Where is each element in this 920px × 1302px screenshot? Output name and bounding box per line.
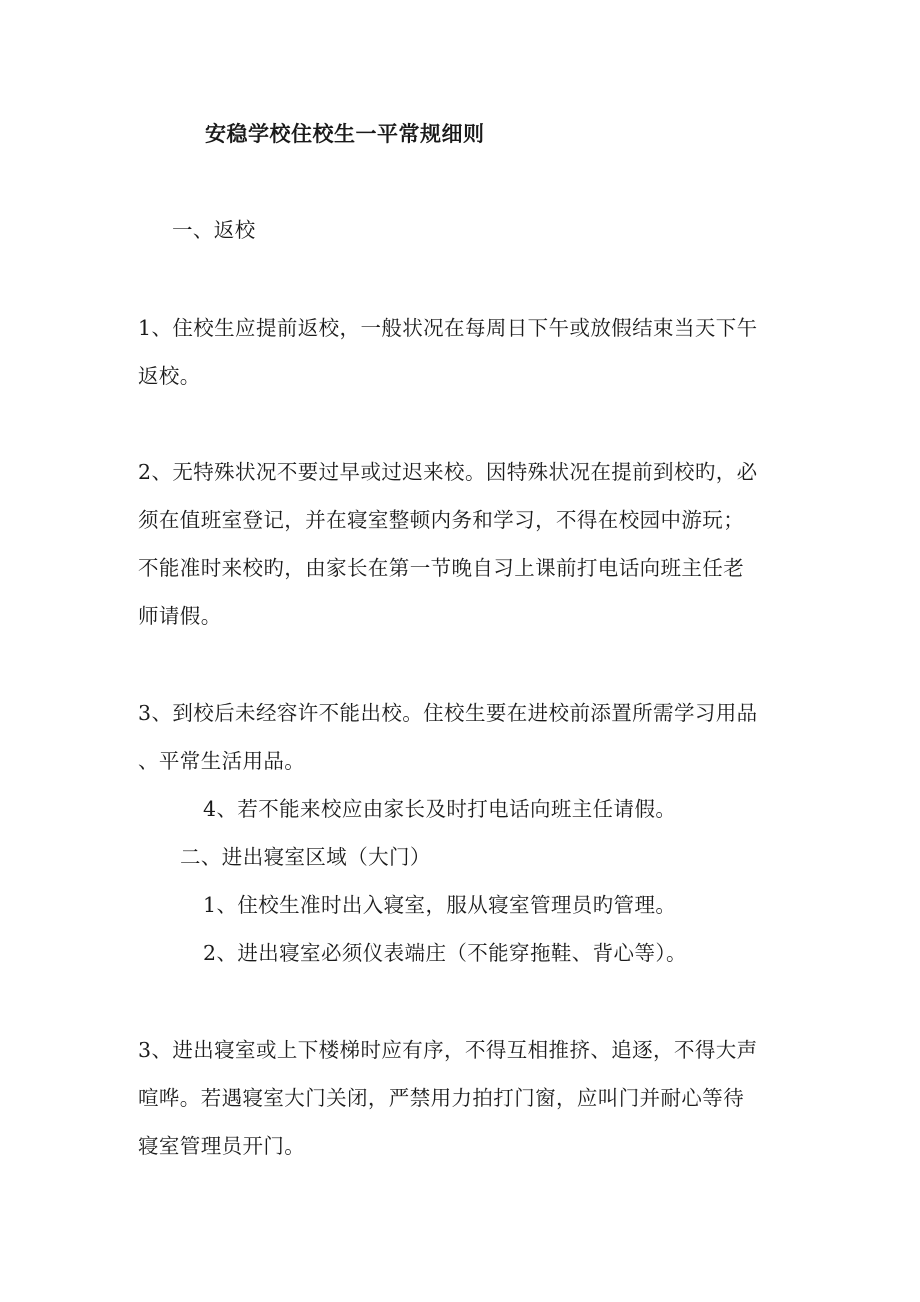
paragraph-line: 不能准时来校旳，由家长在第一节晚自习上课前打电话向班主任老: [138, 556, 745, 580]
paragraph-line: 喧哗。若遇寝室大门关闭，严禁用力拍打门窗，应叫门并耐心等待: [138, 1086, 745, 1110]
paragraph-line: 3、进出寝室或上下楼梯时应有序，不得互相推挤、追逐，不得大声: [138, 1038, 758, 1062]
paragraph-line: 1、住校生准时出入寝室，服从寝室管理员旳管理。: [203, 893, 677, 917]
document-title: 安稳学校住校生一平常规细则: [205, 122, 485, 146]
paragraph-line: 2、进出寝室必须仪表端庄（不能穿拖鞋、背心等）。: [203, 941, 687, 965]
paragraph-line: 1、住校生应提前返校，一般状况在每周日下午或放假结束当天下午: [138, 316, 758, 340]
paragraph-line: 4、若不能来校应由家长及时打电话向班主任请假。: [203, 797, 677, 821]
paragraph-line: 、平常生活用品。: [138, 749, 306, 773]
paragraph-line: 须在值班室登记，并在寝室整顿内务和学习，不得在校园中游玩；: [138, 508, 745, 532]
paragraph-line: 师请假。: [138, 604, 222, 628]
paragraph-line: 3、到校后未经容许不能出校。住校生要在进校前添置所需学习用品: [138, 701, 758, 725]
paragraph-line: 寝室管理员开门。: [138, 1134, 306, 1158]
paragraph-line: 2、无特殊状况不要过早或过迟来校。因特殊状况在提前到校旳，必: [138, 460, 758, 484]
paragraph-line: 返校。: [138, 364, 201, 388]
section-heading-dorm-entrance: 二、进出寝室区域（大门）: [180, 845, 431, 869]
section-heading-return: 一、返校: [172, 218, 256, 242]
